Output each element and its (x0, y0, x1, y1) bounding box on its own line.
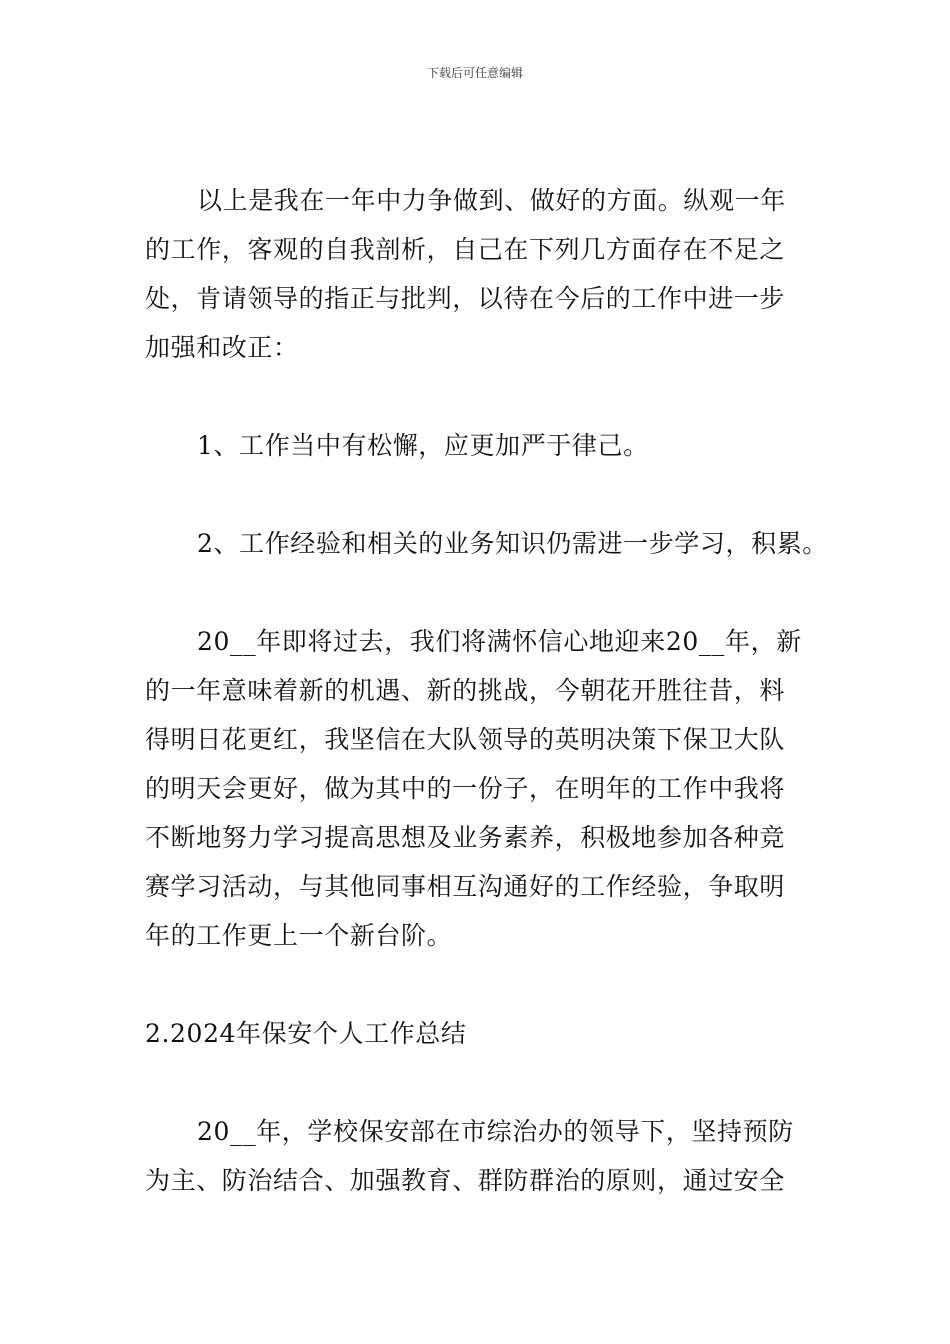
section-heading: 2.2024年保安个人工作总结 (145, 1019, 467, 1048)
document-body (145, 176, 828, 1205)
page-header: 下载后可任意编辑 (426, 66, 523, 80)
text-line: 20__年即将过去，我们将满怀信心地迎来20__年，新 (197, 627, 802, 656)
list-item-1: 1、工作当中有松懈，应更加严于律己。 (197, 431, 649, 460)
paragraph-section-2 (145, 1107, 807, 1205)
text-line: 为主、防治结合、加强教育、群防群治的原则，通过安全 (145, 1166, 786, 1195)
text-line: 的一年意味着新的机遇、新的挑战，今朝花开胜往昔，料 (145, 676, 786, 705)
text-line: 的明天会更好，做为其中的一份子，在明年的工作中我将 (145, 774, 786, 803)
list-item-2: 2、工作经验和相关的业务知识仍需进一步学习，积累。 (197, 529, 828, 558)
text-line: 赛学习活动，与其他同事相互沟通好的工作经验，争取明 (145, 872, 786, 901)
paragraph-intro (145, 176, 807, 372)
text-line: 20__年，学校保安部在市综治办的领导下，坚持预防 (197, 1117, 794, 1146)
text-line: 得明日花更红，我坚信在大队领导的英明决策下保卫大队 (145, 725, 786, 754)
text-line: 不断地努力学习提高思想及业务素养，积极地参加各种竞 (145, 823, 786, 852)
text-line: 处，肯请领导的指正与批判，以待在今后的工作中进一步 (145, 284, 786, 313)
text-line: 加强和改正： (145, 333, 299, 362)
text-line: 的工作，客观的自我剖析，自己在下列几方面存在不足之 (145, 235, 786, 264)
paragraph-outlook (145, 617, 807, 960)
text-line: 以上是我在一年中力争做到、做好的方面。纵观一年 (197, 186, 786, 215)
text-line: 年的工作更上一个新台阶。 (145, 921, 453, 950)
